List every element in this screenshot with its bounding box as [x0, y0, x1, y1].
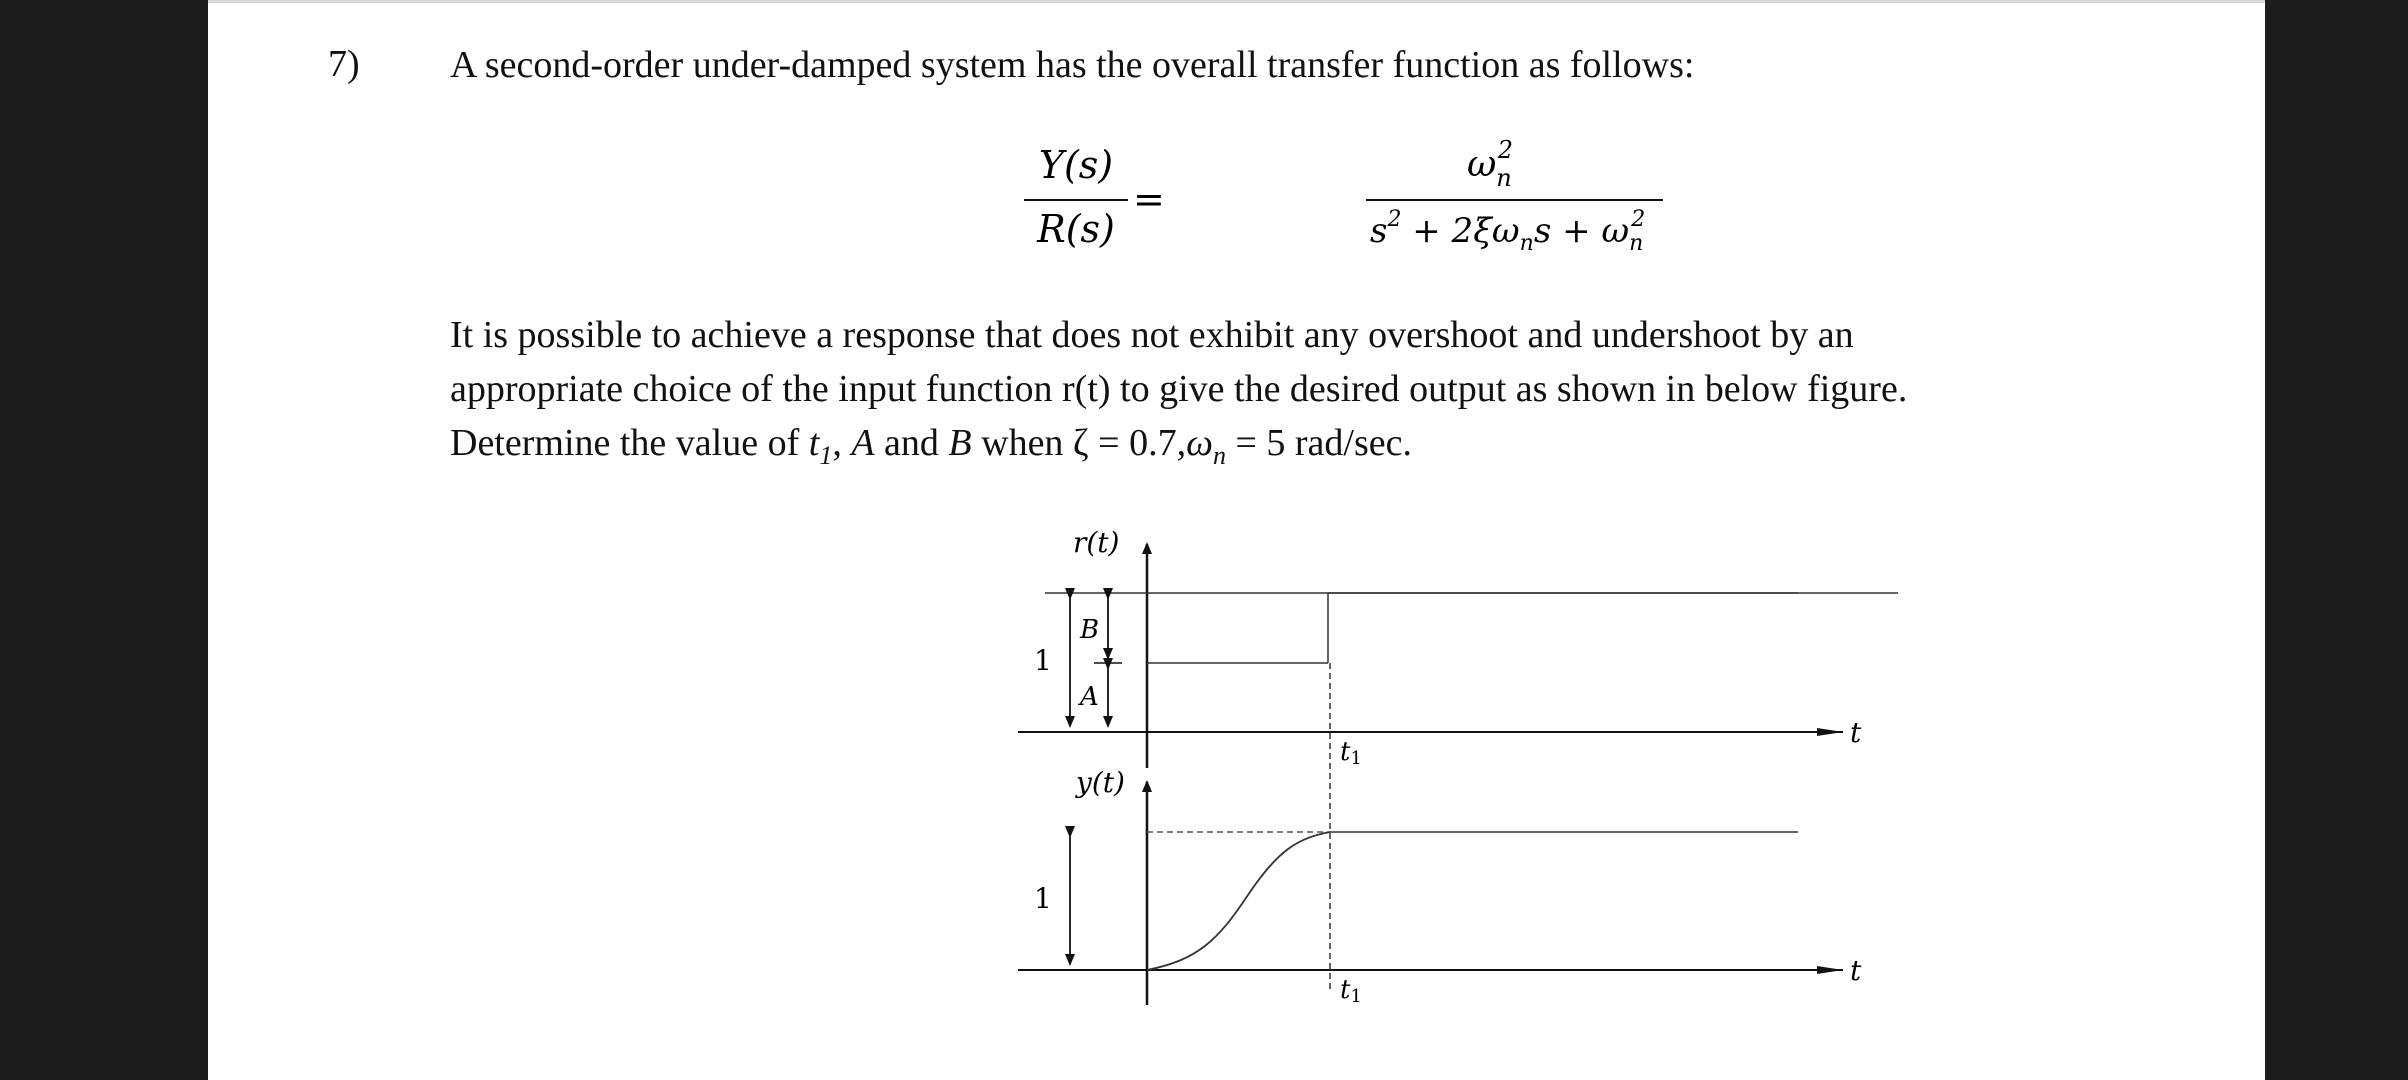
body-line-3: Determine the value of $t_1$, A and B when $\zeta = 0.7,\omega_n = 5$ rad/sec. [450, 422, 1412, 470]
lhs-numerator: Y(s) [1038, 143, 1114, 187]
rhs-numerator: $\omega_n2$ [1466, 136, 1514, 192]
rhs-denominator: $s^2 + 2\xi\omega_ns + \omega_n2$ [1370, 207, 1646, 256]
equals-sign: = [1133, 177, 1165, 221]
page-top-border [208, 0, 2265, 3]
lhs-denominator: R(s) [1037, 207, 1115, 251]
r-t1-label: t1 [1340, 737, 1362, 769]
response-figure [798, 520, 1898, 1030]
question-intro: A second-order under-damped system has the overall transfer function as follows: [450, 44, 1695, 86]
transfer-function-equation [1008, 130, 1708, 270]
r-one-label: 1 [1034, 644, 1052, 677]
y-t1-label: t1 [1340, 975, 1362, 1007]
r-axis-label: r(t) [1073, 526, 1120, 559]
y-response-curve [1147, 832, 1330, 970]
body-line-2: appropriate choice of the input function r(t) to give the desired output as shown in below figure. [450, 368, 1908, 410]
y-time-label: t [1850, 954, 1862, 987]
body-line-1: It is possible to achieve a response that does not exhibit any overshoot and undershoot by an [450, 314, 1854, 356]
r-A-label: A [1080, 682, 1099, 712]
r-B-label: B [1080, 615, 1100, 645]
y-one-label: 1 [1034, 882, 1052, 915]
r-time-label: t [1850, 716, 1862, 749]
question-body [450, 308, 1907, 474]
question-number: 7) [328, 43, 360, 85]
y-axis-label: y(t) [1076, 766, 1125, 799]
document-page [208, 0, 2265, 1080]
